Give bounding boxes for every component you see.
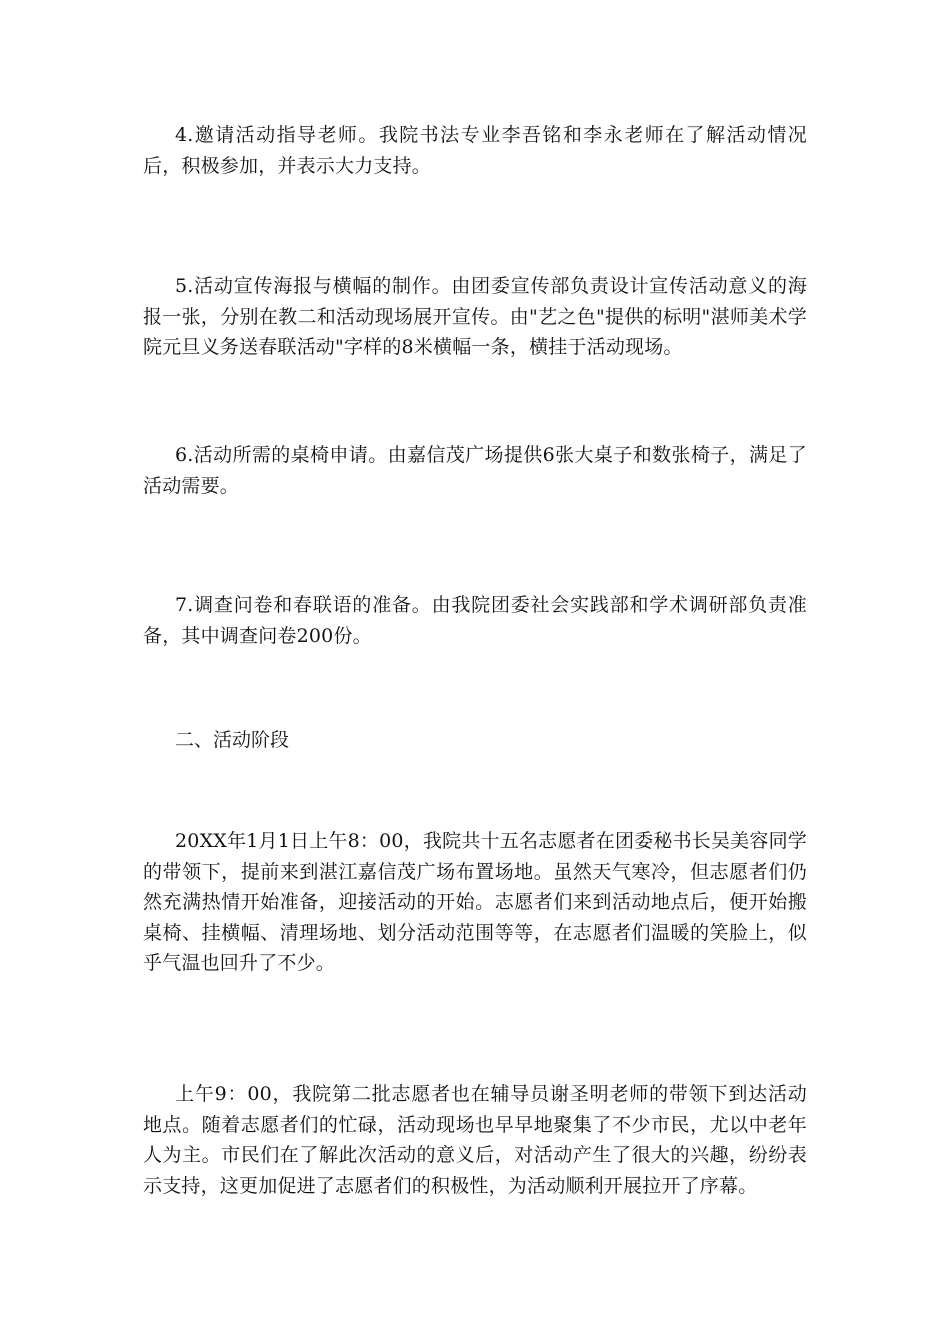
paragraph-morning-setup: 20XX年1月1日上午8：00，我院共十五名志愿者在团委秘书长吴美容同学的带领下，提前来到湛江嘉信茂广场布置场地。虽然天气寒冷，但志愿者们仍然充满热情开始准备，迎接活动的开始。志愿者们来到活动地点后，便开始搬桌椅、挂横幅、清理场地、划分活动范围等等，在志愿者们温暖的笑脸上，似乎气温也回升了不少。 [143, 830, 807, 974]
paragraph-item-6: 6.活动所需的桌椅申请。由嘉信茂广场提供6张大桌子和数张椅子，满足了活动需要。 [143, 444, 807, 497]
paragraph-item-7: 7.调查问卷和春联语的准备。由我院团委社会实践部和学术调研部负责准备，其中调查问卷200份。 [143, 594, 807, 647]
paragraph-item-5: 5.活动宣传海报与横幅的制作。由团委宣传部负责设计宣传活动意义的海报一张，分别在教二和活动现场展开宣传。由"艺之色"提供的标明"湛师美术学院元旦义务送春联活动"字样的8米横幅一条，横挂于活动现场。 [143, 275, 807, 358]
section-heading: 二、活动阶段 [175, 729, 290, 751]
paragraph-second-group: 上午9：00，我院第二批志愿者也在辅导员谢圣明老师的带领下到达活动地点。随着志愿者们的忙碌，活动现场也早早地聚集了不少市民，尤以中老年人为主。市民们在了解此次活动的意义后，对活动产生了很大的兴趣，纷纷表示支持，这更加促进了志愿者们的积极性，为活动顺利开展拉开了序幕。 [143, 1083, 807, 1197]
paragraph-item-4: 4.邀请活动指导老师。我院书法专业李吾铭和李永老师在了解活动情况后，积极参加，并表示大力支持。 [143, 124, 807, 177]
